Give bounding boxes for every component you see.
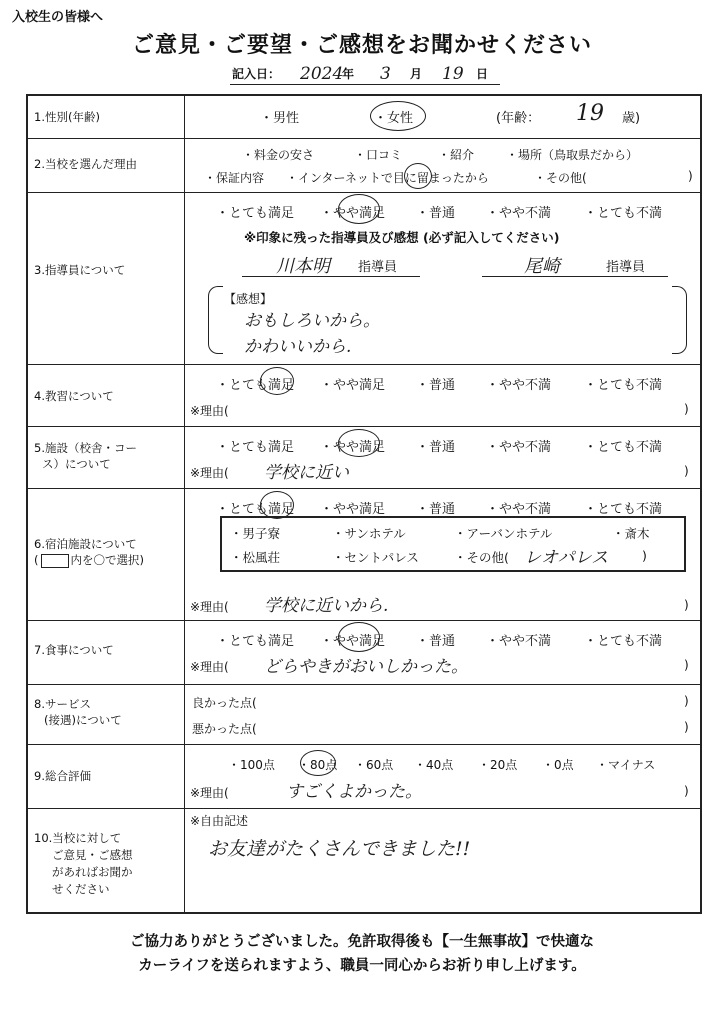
row-divider <box>28 684 700 685</box>
q2-option: ・保証内容 <box>204 171 265 185</box>
q10-free-text: お友達がたくさんできました!! <box>208 838 471 860</box>
instructor2-underline <box>482 276 668 277</box>
impression-line-1: おもしろいから。 <box>244 311 380 331</box>
q6-reason: 学校に近いから. <box>264 596 389 616</box>
q1-age-label: (年齢： <box>496 111 541 126</box>
q10-label-line: があればお聞か <box>52 865 133 879</box>
hotel-other-value: レオパレス <box>524 548 609 568</box>
impression-line-2: かわいいから. <box>244 337 352 357</box>
header-note: 入校生の皆様へ <box>12 10 104 25</box>
row-divider <box>28 364 700 365</box>
q6-close: ) <box>684 598 689 612</box>
q6-label <box>34 536 180 568</box>
q5-reason-label: ※理由( <box>190 466 229 480</box>
q9-option: ・40点 <box>414 758 454 772</box>
hotel-option: ・サンホテル <box>332 526 406 541</box>
date-label: 記入日： <box>232 67 281 81</box>
q10-label-line: せください <box>52 882 110 896</box>
q2-option: ・場所（鳥取県だから） <box>506 148 639 162</box>
row-divider <box>28 426 700 427</box>
scale-option: ・とても満足 <box>216 440 295 455</box>
q4-close: ) <box>684 402 689 416</box>
month-unit: 月 <box>410 67 423 81</box>
scale-option: ・とても不満 <box>584 634 663 649</box>
hotel-option: ・松風荘 <box>230 550 281 565</box>
page-title: ご意見・ご要望・ご感想をお聞かせください <box>131 33 592 58</box>
hotel-option: ・斎木 <box>612 526 650 541</box>
scale-option: ・普通 <box>416 502 456 517</box>
hotel-option: ・男子寮 <box>230 526 281 541</box>
q8-label-line1: 8.サービス <box>34 697 91 711</box>
instructor1-underline <box>242 276 420 277</box>
row-divider <box>28 488 700 489</box>
hotel-option-other: ・その他( <box>454 550 509 565</box>
q5-label <box>34 440 180 472</box>
q1-option-male: ・男性 <box>260 111 300 126</box>
date-field <box>230 62 500 85</box>
selected-circle <box>404 163 432 189</box>
scale-option: ・やや満足 <box>320 634 386 649</box>
column-divider <box>184 96 185 912</box>
q5-reason: 学校に近い <box>264 463 349 483</box>
date-day: 19 <box>442 64 464 84</box>
hotel-option: ・アーバンホテル <box>454 526 553 541</box>
q9-label: 9.総合評価 <box>34 769 91 783</box>
selected-circle <box>260 491 294 519</box>
hotel-options-box <box>220 516 686 572</box>
instructor2-name: 尾崎 <box>524 256 560 277</box>
q9-option: ・0点 <box>542 758 574 772</box>
box-icon <box>41 554 69 568</box>
scale-option: ・やや不満 <box>486 502 552 517</box>
row-divider <box>28 138 700 139</box>
q9-option-80: ・80点 <box>298 758 338 772</box>
scale-option: ・とても不満 <box>584 378 663 393</box>
scale-option: ・とても不満 <box>584 206 663 221</box>
instructor2-suffix: 指導員 <box>606 260 646 275</box>
q7-reason-label: ※理由( <box>190 660 229 674</box>
scale-option: ・普通 <box>416 440 456 455</box>
q8-bad-label: 悪かった点( <box>192 722 257 736</box>
q2-option: ・その他( <box>534 171 587 185</box>
selected-circle <box>338 429 380 457</box>
scale-option: ・やや不満 <box>486 206 552 221</box>
q4-reason-label: ※理由( <box>190 404 229 418</box>
scale-option: ・やや不満 <box>486 378 552 393</box>
scale-option: ・とても満足 <box>216 378 295 393</box>
row-divider <box>28 192 700 193</box>
q9-option: ・20点 <box>478 758 518 772</box>
scale-option: ・とても不満 <box>584 502 663 517</box>
q2-option: ・紹介 <box>438 148 475 162</box>
q2-option: ・料金の安さ <box>242 148 315 162</box>
q2-label: 2.当校を選んだ理由 <box>34 157 137 171</box>
selected-circle <box>300 750 336 776</box>
q9-option: ・100点 <box>228 758 275 772</box>
year-unit: 年 <box>342 67 355 81</box>
scale-option: ・やや満足 <box>320 206 386 221</box>
date-year: 2024 <box>300 64 344 84</box>
q6-label-open: ( <box>34 553 39 567</box>
q9-option: ・マイナス <box>596 758 656 772</box>
scale-option: ・普通 <box>416 378 456 393</box>
date-month: 3 <box>380 64 391 84</box>
scale-option: ・やや満足 <box>320 378 386 393</box>
row-divider <box>28 744 700 745</box>
day-unit: 日 <box>476 67 489 81</box>
q9-option: ・60点 <box>354 758 394 772</box>
q6-label-line1: 6.宿泊施設について <box>34 537 137 551</box>
q1-age-value: 19 <box>576 101 604 126</box>
q8-label <box>34 696 180 728</box>
q6-reason-label: ※理由( <box>190 600 229 614</box>
hotel-other-close: ) <box>642 548 647 563</box>
selected-circle <box>370 101 426 131</box>
scale-option: ・とても満足 <box>216 206 295 221</box>
footer-line-1: ご協力ありがとうございました。免許取得後も【一生無事故】で快適な <box>130 934 594 950</box>
q10-label <box>34 830 180 898</box>
q3-instruction: ※印象に残った指導員及び感想 (必ず記入してください) <box>244 230 560 245</box>
impression-bracket-left <box>208 286 223 354</box>
instructor1-suffix: 指導員 <box>358 260 398 275</box>
scale-option: ・やや不満 <box>486 440 552 455</box>
selected-circle <box>338 194 380 224</box>
q10-label-line: ご意見・ご感想 <box>52 848 133 862</box>
footer-message <box>0 930 724 978</box>
q9-reason: すごくよかった。 <box>286 782 422 802</box>
q2-option: ・口コミ <box>354 148 403 162</box>
scale-option: ・とても満足 <box>216 634 295 649</box>
q10-label-line: 10.当校に対して <box>34 831 122 845</box>
scale-option: ・やや満足 <box>320 502 386 517</box>
q2-option-internet: ・インターネットで目に留まったから <box>286 171 489 185</box>
selected-circle <box>260 367 294 395</box>
q1-age-unit: 歳) <box>622 111 641 126</box>
q6-label-line2 <box>34 552 180 568</box>
scale-option: ・やや不満 <box>486 634 552 649</box>
q1-label: 1.性別(年齢) <box>34 110 100 124</box>
q8-good-close: ) <box>684 694 689 708</box>
footer-line-2: カーライフを送られますよう、職員一同心からお祈り申し上げます。 <box>138 958 586 974</box>
q5-label-line1: 5.施設（校舎・コー <box>34 441 137 455</box>
q6-label-rest: 内を〇で選択) <box>70 553 144 567</box>
impression-bracket-right <box>672 286 687 354</box>
q3-label: 3.指導員について <box>34 263 126 277</box>
scale-option: ・とても満足 <box>216 502 295 517</box>
q1-option-female: ・女性 <box>374 111 414 126</box>
scale-option: ・普通 <box>416 206 456 221</box>
q5-close: ) <box>684 464 689 478</box>
q5-label-line2: ス）について <box>42 457 111 471</box>
row-divider <box>28 808 700 809</box>
q8-good-label: 良かった点( <box>192 696 257 710</box>
q10-free-label: ※自由記述 <box>190 814 249 828</box>
q8-label-line2: (接遇)について <box>44 713 122 727</box>
q7-label: 7.食事について <box>34 643 114 657</box>
q9-close: ) <box>684 784 689 798</box>
q7-reason: どらやきがおいしかった。 <box>264 657 468 677</box>
q2-close: ) <box>688 169 693 183</box>
q7-close: ) <box>684 658 689 672</box>
instructor1-name: 川本明 <box>276 256 330 277</box>
scale-option: ・普通 <box>416 634 456 649</box>
scale-option: ・とても不満 <box>584 440 663 455</box>
scale-option: ・やや満足 <box>320 440 386 455</box>
hotel-option: ・セントパレス <box>332 550 419 565</box>
row-divider <box>28 620 700 621</box>
selected-circle <box>338 622 380 652</box>
q4-label: 4.教習について <box>34 389 114 403</box>
survey-form <box>26 94 702 914</box>
q9-reason-label: ※理由( <box>190 786 229 800</box>
q8-bad-close: ) <box>684 720 689 734</box>
impression-label: 【感想】 <box>224 292 273 306</box>
